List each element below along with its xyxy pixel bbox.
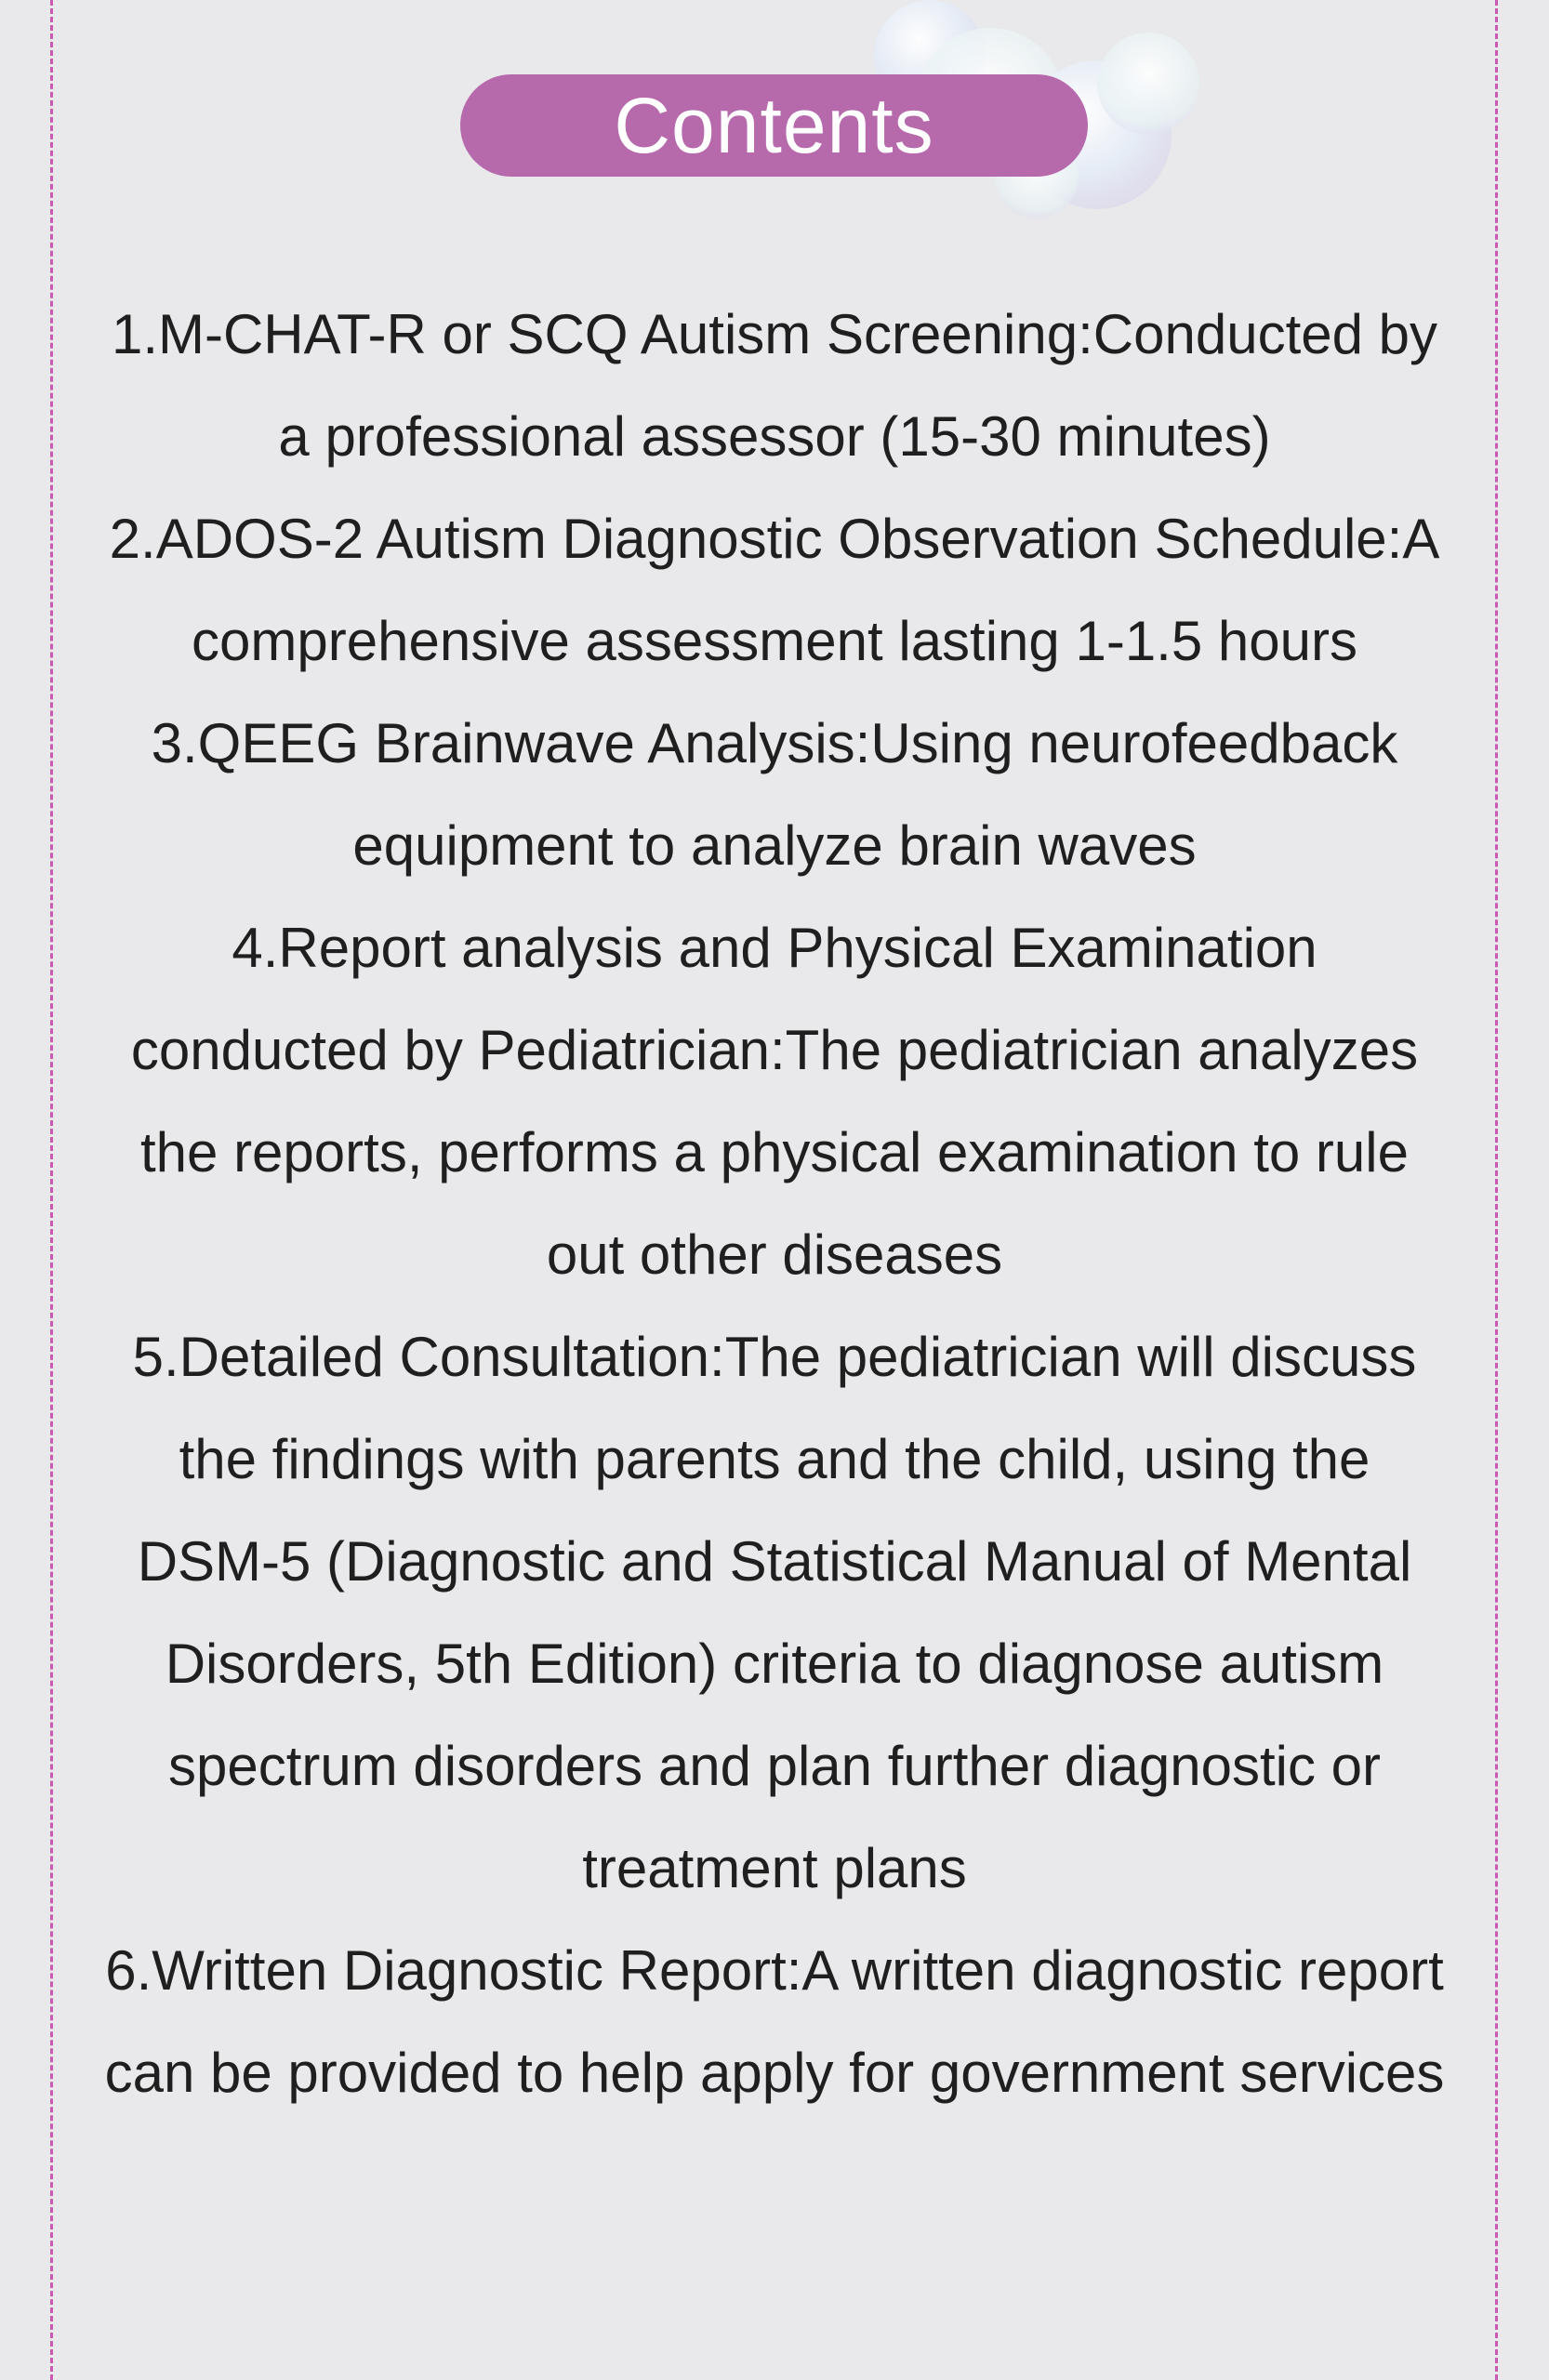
contents-list	[102, 284, 1447, 2124]
page-title: Contents	[460, 74, 1088, 177]
right-dashed-border	[1495, 0, 1498, 2380]
list-item: 5.Detailed Consultation:The pediatrician will discuss the findings with parents and the child, using the DSM-5 (Diagnostic and Statistical Manual of Mental Disorders, 5th Edition) criteria to diagnose autism spectrum disorders and plan further diagnostic or treatment plans	[132, 1326, 1417, 1899]
list-item: 4.Report analysis and Physical Examination conducted by Pediatrician:The pediatrician analyzes the reports, performs a physical examination to rule out other diseases	[130, 917, 1419, 1286]
left-dashed-border	[50, 0, 53, 2380]
list-item: 1.M-CHAT-R or SCQ Autism Screening:Conducted by a professional assessor (15-30 minutes)	[111, 303, 1438, 468]
list-item: 3.QEEG Brainwave Analysis:Using neurofeedback equipment to analyze brain waves	[151, 712, 1398, 877]
title-banner	[460, 74, 1088, 177]
list-item: 6.Written Diagnostic Report:A written diagnostic report can be provided to help apply for government services	[104, 1939, 1445, 2104]
list-item: 2.ADOS-2 Autism Diagnostic Observation Schedule:A comprehensive assessment lasting 1-1.5 hours	[109, 508, 1440, 672]
